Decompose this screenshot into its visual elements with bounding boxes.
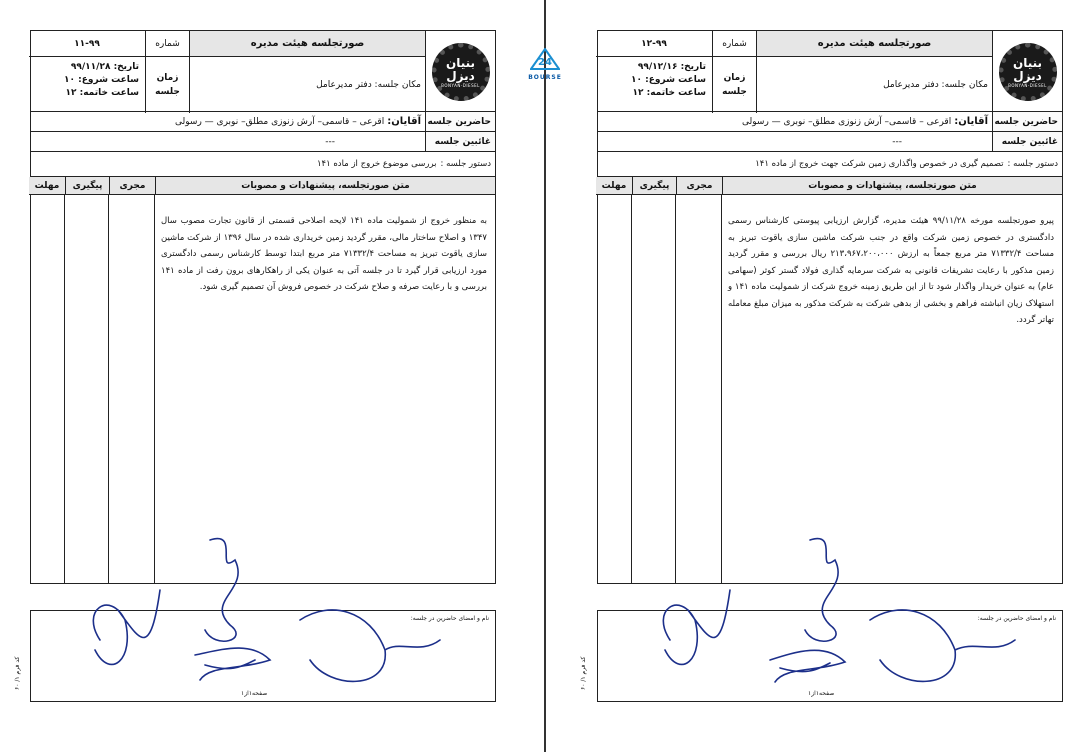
col-divider (108, 195, 109, 583)
logo-line-1: بنیان (1012, 55, 1043, 70)
company-logo (992, 31, 1062, 113)
time-label-2: جلسه (155, 87, 180, 97)
sheet-title: صورتجلسه هیئت مدیره (756, 31, 992, 57)
time-label-1: زمان (723, 73, 746, 83)
sheet-header (597, 30, 1063, 112)
agenda-text: تصمیم گیری در خصوص واگذاری زمین شرکت جهت خروج از ماده ۱۴۱ (755, 159, 1004, 169)
agenda (30, 152, 496, 176)
meeting-date: تاریخ: ۹۹/۱۱/۲۸ (70, 62, 139, 72)
absent-value: --- (892, 136, 902, 147)
col-divider (64, 195, 65, 583)
present-value (742, 112, 988, 131)
time-label (712, 57, 756, 113)
signature-box (30, 610, 496, 702)
form-code-left: کد فرم ۱/ ۶۰ (14, 656, 21, 690)
col-divider (675, 195, 676, 583)
present-names: اقرعی – قاسمی– آرش زنوزی مطلق– نوبری — رسولی (175, 116, 385, 127)
agenda (597, 152, 1063, 176)
form-code-right: کد فرم ۱/ ۶۰ (580, 656, 587, 690)
time-values (29, 57, 145, 113)
minutes-body: به منظور خروج از شمولیت ماده ۱۴۱ لایحه اصلاحی قسمتی از قانون تجارت مصوب سال ۱۳۴۷ و اصلاح ساختار مالی، مقرر گردید زمین خریداری شده در سال ۱۳۹۶ از شرکت ماشین سازی یاقوت تبریز به مساحت ۷۱۳۳۲/۴ متر مربع ابتدا توسط کارشناس رسمی دادگستری مورد ارزیابی قرار گیرد تا در جلسه آتی به عنوان یکی از راهکارهای برون رفت از ماده ۱۴۱ بررسی و با رعایت صرفه و صلاح شرکت در خصوص فروش آن تصمیم گیری شود. (161, 216, 487, 292)
number-value: ۱۲-۹۹ (596, 31, 712, 57)
present-names: اقرعی – قاسمی– آرش زنوزی مطلق– نوبری — رسولی (742, 116, 952, 127)
signature-box (597, 610, 1063, 702)
logo-line-1: بنیان (445, 55, 476, 70)
absent-row (30, 132, 496, 152)
absent-value: --- (325, 136, 335, 147)
minutes-table (30, 176, 496, 584)
agenda-label: دستور جلسه : (1007, 159, 1058, 169)
logo-line-2: دیزل (1013, 68, 1042, 83)
sheet-title: صورتجلسه هیئت مدیره (189, 31, 425, 57)
present-row (597, 112, 1063, 132)
agenda-text: بررسی موضوع خروج از ماده ۱۴۱ (316, 159, 437, 169)
svg-text:24: 24 (538, 57, 552, 68)
col-head-follow-up: پیگیری (632, 177, 676, 195)
page-number: صفحه۱از۱ (241, 690, 268, 697)
col-head-text: متن صورتجلسه، پیشنهادات و مصوبات (722, 177, 1062, 195)
logo-line-3: BONYAN-DIESEL (441, 82, 480, 88)
meeting-place: مکان جلسه: دفتر مدیرعامل (189, 57, 425, 113)
minutes-body: پیرو صورتجلسه مورخه ۹۹/۱۱/۲۸ هیئت مدیره، گزارش ارزیابی پیوستی کارشناس رسمی دادگستری در خصوص زمین شرکت واقع در جنب شرکت ماشین سازی یاقوت تبریز به مساحت ۷۱۳۳۲/۴ متر مربع جمعاً به ارزش ۲۱۳،۹۶۷،۲۰۰،۰۰۰ ریال بررسی و مقرر گردید زمین مذکور با رعایت تشریفات قانونی به شرکت سرمایه گذاری فولاد گستر کوثر (سهامی عام) به عنوان خریدار واگذار شود تا از این طریق زمینه خروج شرکت از شمولیت ماده ۱۴۱ و استهلاک زیان انباشته فراهم و بخشی از بدهی شرکت به شرکت مذکور به میزان مبلغ معامله تهاتر گردد. (728, 216, 1054, 325)
minutes-sheet-right (597, 30, 1063, 702)
col-head-deadline: مهلت (596, 177, 632, 195)
start-time: ساعت شروع: ۱۰ (631, 75, 706, 85)
present-value (175, 112, 421, 131)
logo-line-2: دیزل (446, 68, 475, 83)
col-head-text: متن صورتجلسه، پیشنهادات و مصوبات (155, 177, 495, 195)
time-label (145, 57, 189, 113)
present-label: حاضرین جلسه (992, 112, 1062, 131)
page-divider (544, 0, 546, 752)
gear-logo-icon (432, 43, 490, 101)
absent-label: غائبین جلسه (992, 132, 1062, 151)
bourse-triangle-icon (530, 48, 560, 70)
minutes-sheet-left (30, 30, 496, 702)
col-divider (154, 195, 155, 583)
end-time: ساعت خاتمه: ۱۲ (65, 88, 139, 98)
bourse-logo (521, 48, 569, 81)
minutes-table (597, 176, 1063, 584)
end-time: ساعت خاتمه: ۱۲ (632, 88, 706, 98)
col-head-follow-up: پیگیری (65, 177, 109, 195)
time-label-2: جلسه (722, 87, 747, 97)
number-label: شماره (712, 31, 756, 57)
time-values (596, 57, 712, 113)
col-head-executor: مجری (676, 177, 722, 195)
page-number: صفحه۱از۱ (808, 690, 835, 697)
company-logo (425, 31, 495, 113)
present-honorific: آقایان: (387, 116, 421, 127)
start-time: ساعت شروع: ۱۰ (64, 75, 139, 85)
time-label-1: زمان (156, 73, 179, 83)
present-honorific: آقایان: (954, 116, 988, 127)
meeting-date: تاریخ: ۹۹/۱۲/۱۶ (637, 62, 706, 72)
present-row (30, 112, 496, 132)
col-divider (721, 195, 722, 583)
present-label: حاضرین جلسه (425, 112, 495, 131)
number-value: ۱۱-۹۹ (29, 31, 145, 57)
number-label: شماره (145, 31, 189, 57)
absent-row (597, 132, 1063, 152)
agenda-label: دستور جلسه : (440, 159, 491, 169)
logo-line-3: BONYAN-DIESEL (1008, 82, 1047, 88)
sheet-header (30, 30, 496, 112)
meeting-place: مکان جلسه: دفتر مدیرعامل (756, 57, 992, 113)
signature-caption: نام و امضای حاضرین در جلسه: (977, 615, 1056, 622)
col-head-executor: مجری (109, 177, 155, 195)
col-head-deadline: مهلت (29, 177, 65, 195)
bourse-logo-text: BOURSE (528, 74, 562, 81)
gear-logo-icon (999, 43, 1057, 101)
col-divider (631, 195, 632, 583)
signature-caption: نام و امضای حاضرین در جلسه: (410, 615, 489, 622)
absent-label: غائبین جلسه (425, 132, 495, 151)
